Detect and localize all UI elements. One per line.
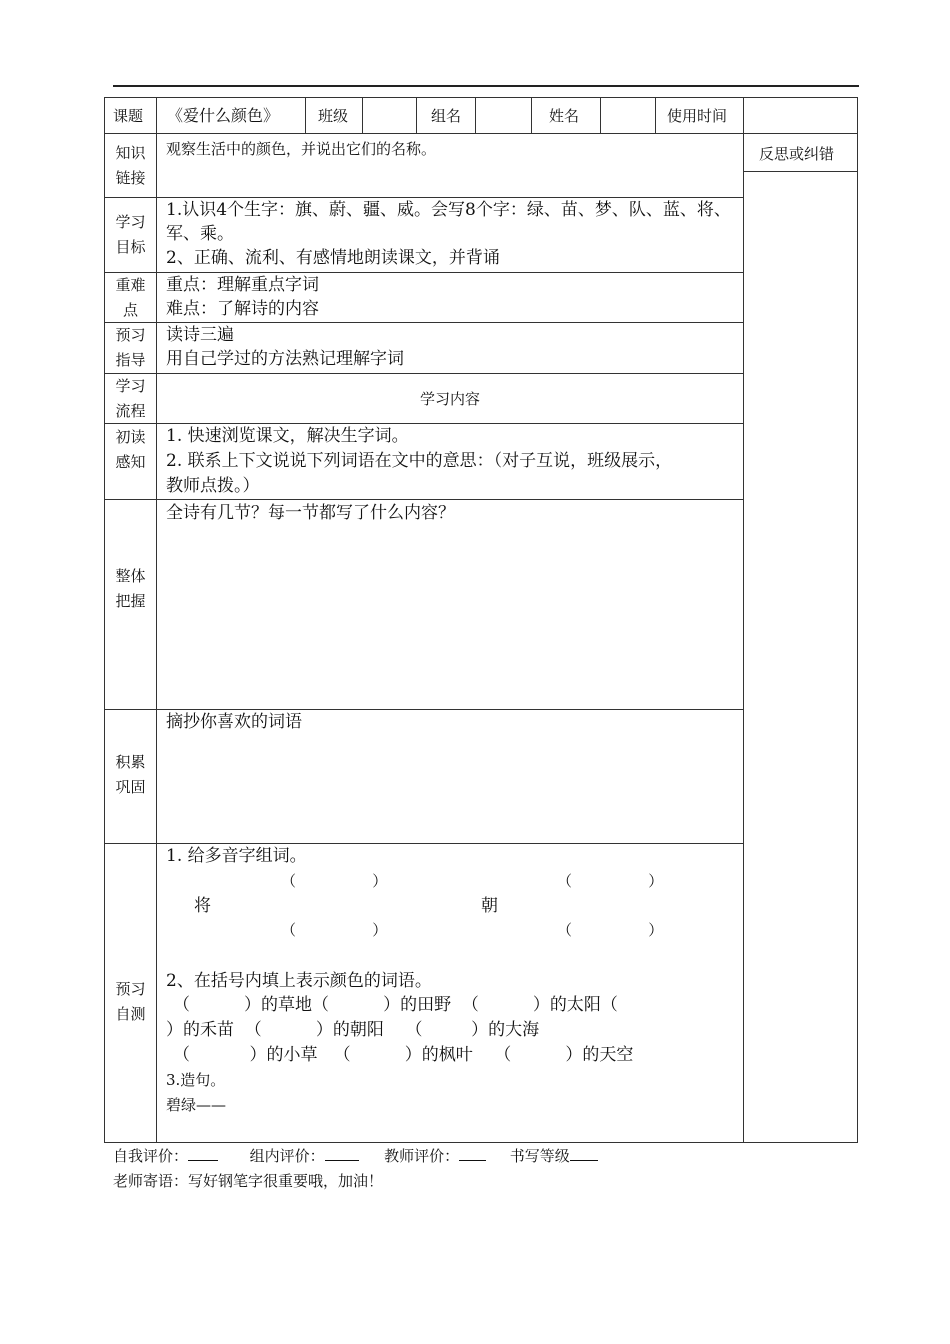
goals-line-1: 1.认识4个生字：旗、蔚、疆、威。会写8个字：绿、苗、梦、队、蓝、将、 (166, 200, 731, 220)
color-fill-row-1: （ ）的草地（ ）的田野 （ ）的太阳（ (173, 995, 618, 1015)
polyphone-char-2: 朝 (481, 896, 498, 916)
keypoints-label: 重难 点 (115, 276, 146, 319)
name-field[interactable] (600, 97, 656, 134)
firstread-line-1: 1. 快速浏览课文，解决生字词。 (166, 426, 409, 446)
time-field[interactable] (743, 97, 858, 134)
class-label: 班级 (318, 107, 349, 125)
overall-answer-area[interactable] (156, 499, 744, 710)
accumulate-label: 积累 巩固 (115, 753, 146, 796)
difficult-point: 难点：了解诗的内容 (166, 299, 319, 319)
writing-grade-blank[interactable] (570, 1146, 598, 1161)
name-label: 姓名 (549, 107, 580, 125)
header-rule (113, 85, 859, 87)
process-content: 学习内容 (419, 390, 480, 408)
reflection-label: 反思或纠错 (759, 145, 835, 163)
teacher-eval-blank[interactable] (459, 1146, 486, 1161)
class-field[interactable] (362, 97, 417, 134)
group-field[interactable] (475, 97, 532, 134)
sentence-word: 碧绿—— (166, 1096, 227, 1114)
selftest-label: 预习 自测 (115, 980, 146, 1023)
teacher-message: 老师寄语：写好钢笔字很重要哦，加油！ (113, 1172, 384, 1190)
writing-grade-label: 书写等级 (509, 1147, 570, 1165)
self-eval-blank[interactable] (188, 1146, 218, 1161)
paren-2b[interactable]: （ ） (557, 921, 664, 939)
knowledge-label: 知识 链接 (115, 144, 146, 187)
teacher-eval-label: 教师评价： (384, 1147, 460, 1165)
accumulate-prompt: 摘抄你喜欢的词语 (166, 712, 302, 732)
guide-line-2: 用自己学过的方法熟记理解字词 (166, 349, 404, 369)
overall-label: 整体 把握 (115, 567, 146, 610)
reflection-area[interactable] (743, 171, 858, 1143)
paren-2a[interactable]: （ ） (557, 872, 664, 890)
group-eval-label: 组内评价： (249, 1147, 325, 1165)
guide-label: 预习 指导 (115, 326, 146, 369)
group-eval-blank[interactable] (325, 1146, 359, 1161)
goals-label: 学习 目标 (115, 213, 146, 256)
lesson-label: 课题 (113, 107, 144, 125)
paren-1b[interactable]: （ ） (281, 921, 388, 939)
selftest-q2: 2、在括号内填上表示颜色的词语。 (166, 971, 432, 991)
knowledge-content: 观察生活中的颜色，并说出它们的名称。 (166, 140, 437, 158)
process-label: 学习 流程 (115, 377, 146, 420)
paren-1a[interactable]: （ ） (281, 872, 388, 890)
firstread-line-3: 教师点拨。） (166, 476, 260, 496)
goals-line-3: 2、正确、流利、有感情地朗读课文，并背诵 (166, 248, 500, 268)
lesson-title: 《爱什么颜色》 (167, 106, 280, 125)
selftest-q1: 1. 给多音字组词。 (166, 846, 307, 866)
firstread-label: 初读 感知 (115, 428, 146, 471)
color-fill-row-2: ）的禾苗 （ ）的朝阳 （ ）的大海 (166, 1020, 540, 1040)
key-point: 重点：理解重点字词 (166, 275, 319, 295)
guide-line-1: 读诗三遍 (166, 325, 234, 345)
self-eval-label: 自我评价： (113, 1147, 189, 1165)
goals-line-2: 军、乘。 (166, 224, 234, 244)
selftest-q3: 3.造句。 (166, 1071, 226, 1089)
polyphone-char-1: 将 (194, 896, 211, 916)
color-fill-row-3: （ ）的小草 （ ）的枫叶 （ ）的天空 (173, 1045, 634, 1065)
group-label: 组名 (431, 107, 462, 125)
overall-question: 全诗有几节？每一节都写了什么内容？ (166, 503, 455, 523)
time-label: 使用时间 (667, 107, 728, 125)
firstread-line-2: 2. 联系上下文说说下列词语在文中的意思：（对子互说，班级展示， (166, 451, 673, 471)
evaluation-line (113, 1145, 598, 1167)
